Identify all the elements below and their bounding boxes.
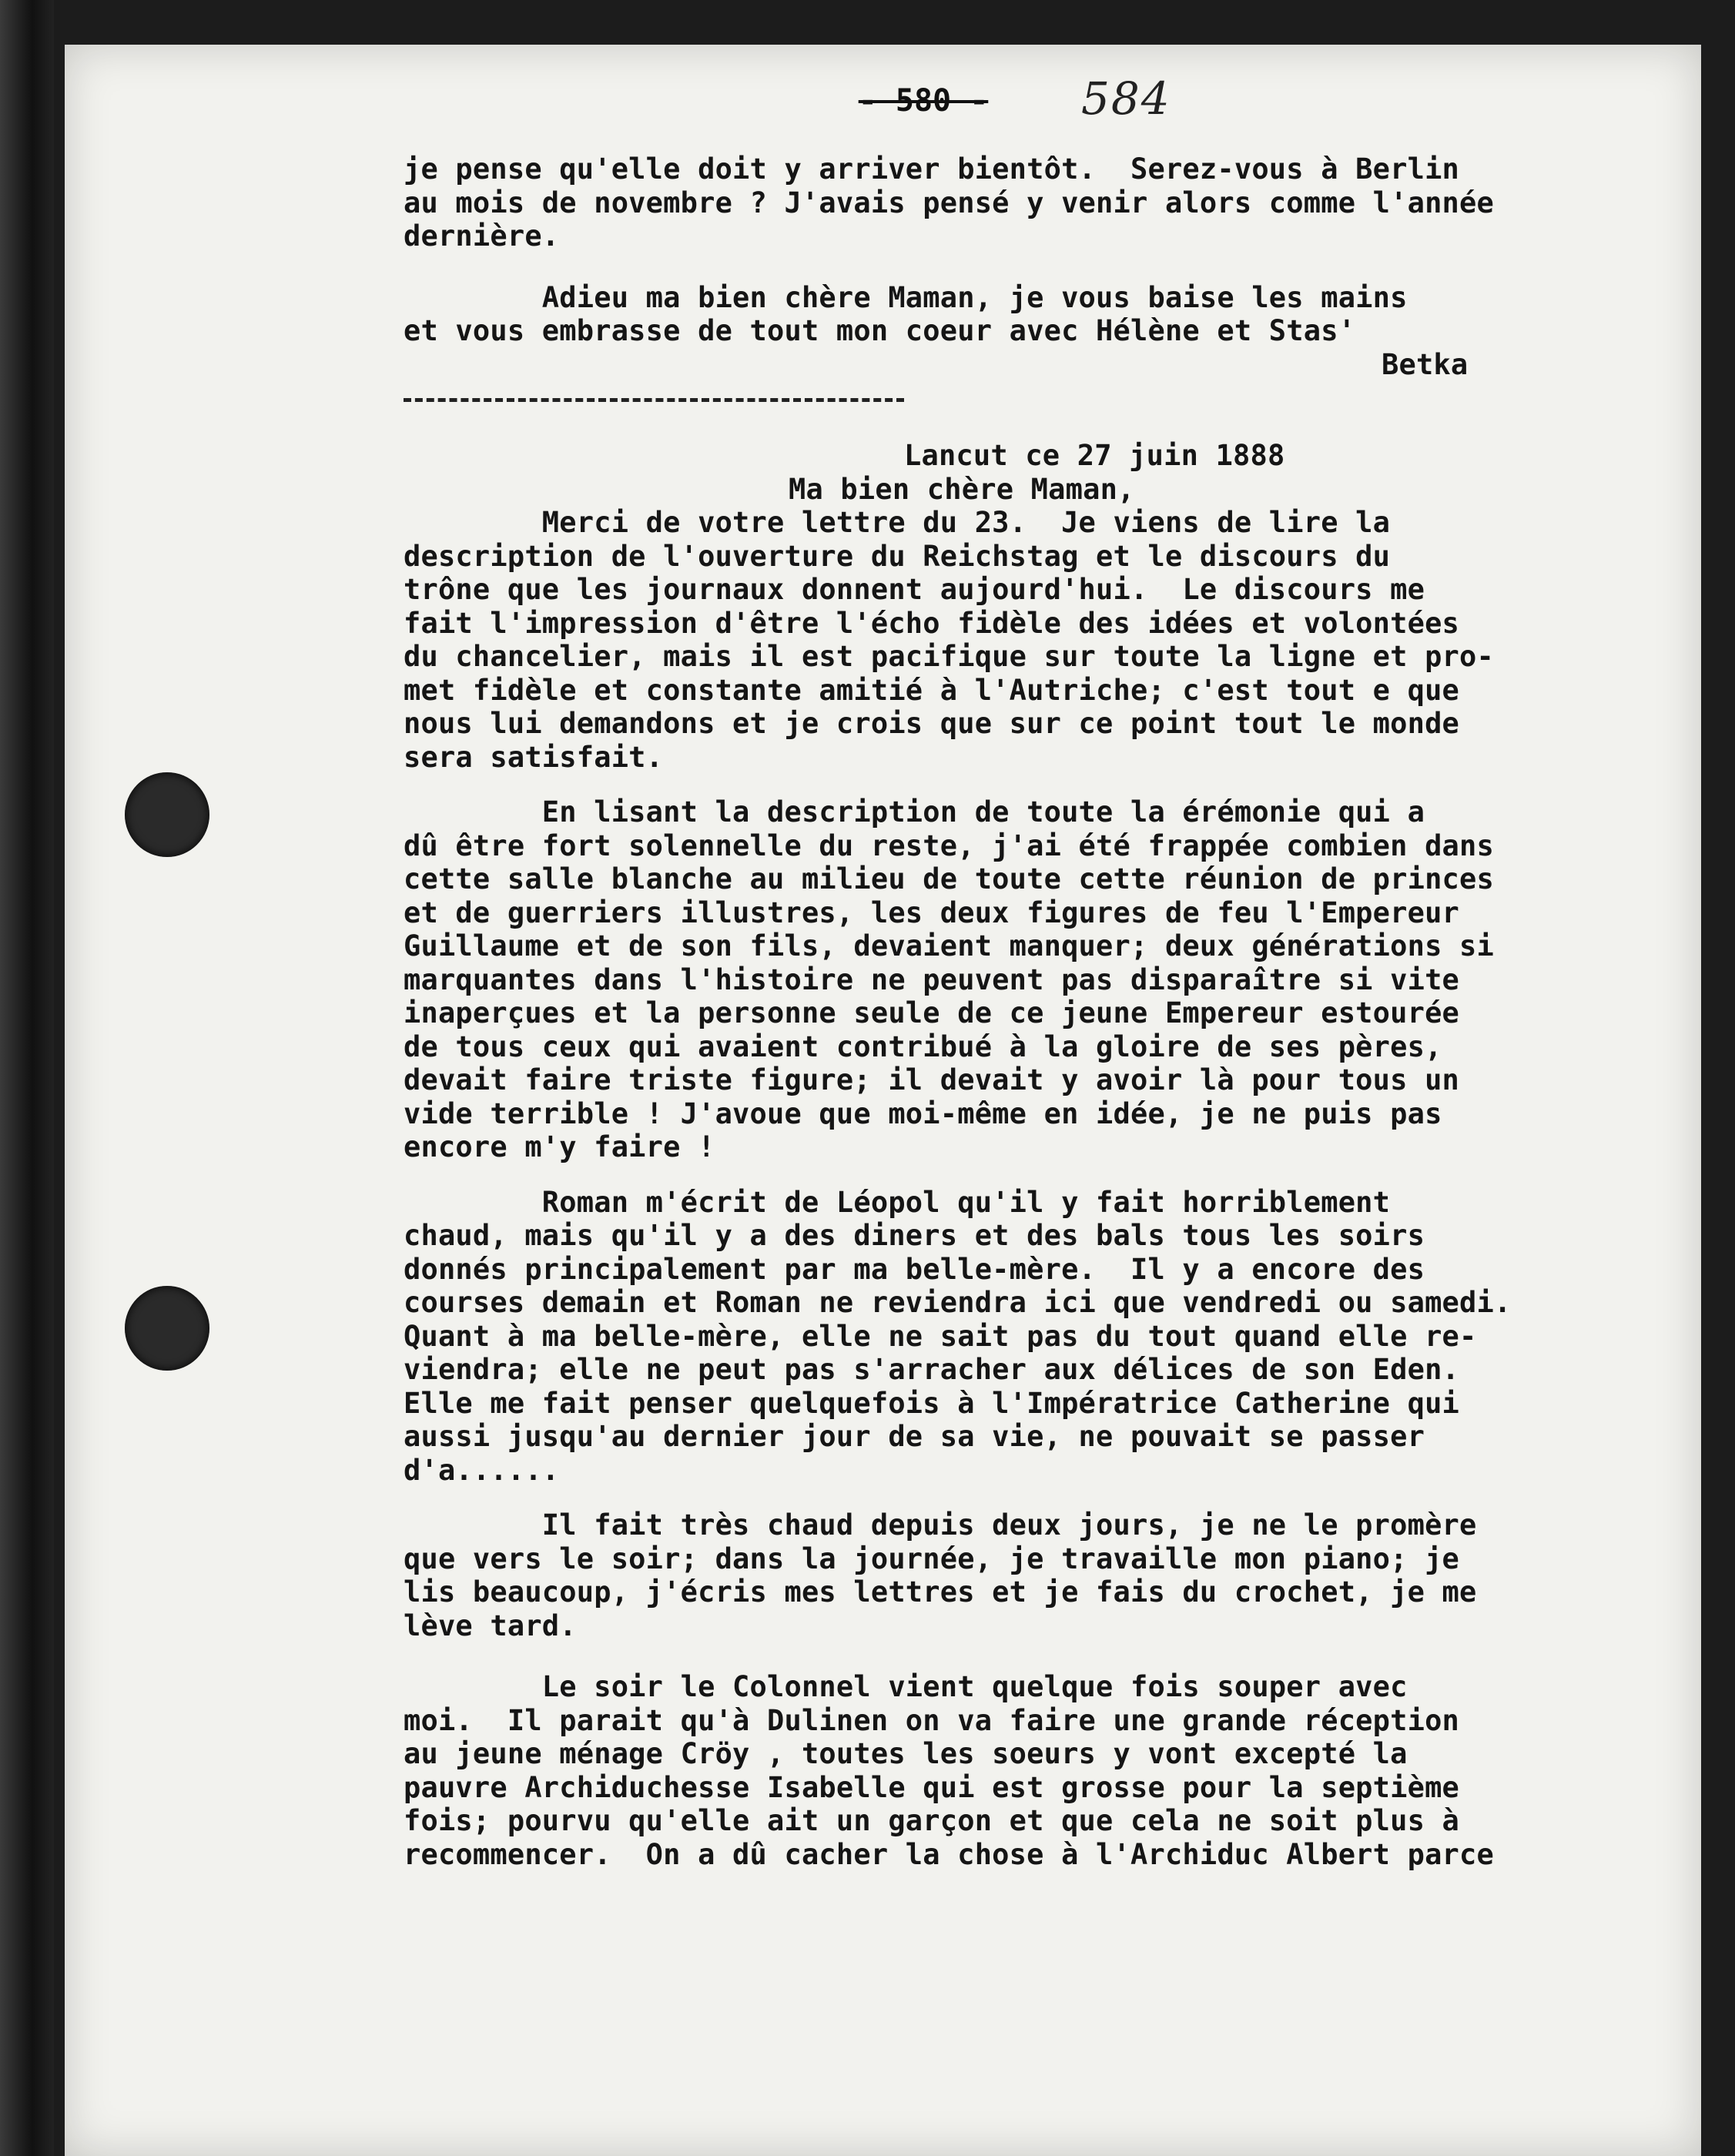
text-line: Quant à ma belle-mère, elle ne sait pas du tout quand elle re- [404,1319,1477,1353]
text-line: nous lui demandons et je crois que sur ce point tout le monde [404,707,1460,740]
text-line: devait faire triste figure; il devait y avoir là pour tous un [404,1063,1460,1096]
typed-page [65,45,1701,2156]
binder-strip [0,0,54,2156]
text-line: que vers le soir; dans la journée, je travaille mon piano; je [404,1542,1460,1575]
text-line: Adieu ma bien chère Maman, je vous baise les mains [404,280,1408,314]
text-line: marquantes dans l'histoire ne peuvent pas disparaître si vite [404,962,1460,996]
text-line: je pense qu'elle doit y arriver bientôt. Serez-vous à Berlin [404,152,1460,186]
text-line: Le soir le Colonnel vient quelque fois souper avec [404,1670,1408,1703]
text-line: dernière. [404,219,560,253]
text-line: met fidèle et constante amitié à l'Autriche; c'est tout e que [404,673,1460,707]
text-line: Merci de votre lettre du 23. Je viens de lire la [404,506,1391,539]
text-line: trône que les journaux donnent aujourd'hui. Le discours me [404,573,1425,606]
salutation: Ma bien chère Maman, [789,472,1135,506]
text-line: moi. Il parait qu'à Dulinen on va faire une grande réception [404,1703,1460,1737]
text-line: d'a...... [404,1453,560,1487]
text-line: cette salle blanche au milieu de toute cette réunion de princes [404,862,1494,896]
text-line: En lisant la description de toute la érémonie qui a [404,795,1425,829]
text-line: pauvre Archiduchesse Isabelle qui est grosse pour la septième [404,1770,1460,1804]
text-line: viendra; elle ne peut pas s'arracher aux délices de son Eden. [404,1353,1460,1386]
separator-rule [404,398,904,402]
text-line: Roman m'écrit de Léopol qu'il y fait horriblement [404,1185,1391,1219]
text-line: recommencer. On a dû cacher la chose à l'Archiduc Albert parce [404,1837,1494,1871]
text-line: au jeune ménage Cröy , toutes les soeurs y vont excepté la [404,1737,1408,1770]
text-line: sera satisfait. [404,740,664,774]
text-line: description de l'ouverture du Reichstag et le discours du [404,539,1391,573]
text-line: de tous ceux qui avaient contribué à la gloire de ses pères, [404,1029,1442,1063]
text-line: fois; pourvu qu'elle ait un garçon et que cela ne soit plus à [404,1804,1460,1837]
text-line: du chancelier, mais il est pacifique sur toute la ligne et pro- [404,640,1494,673]
text-line: lis beaucoup, j'écris mes lettres et je fais du crochet, je me [404,1575,1477,1609]
letter-text [404,152,1697,1871]
text-line: lève tard. [404,1609,577,1642]
signature: Betka [1382,347,1469,381]
text-line: vide terrible ! J'avoue que moi-même en idée, je ne puis pas [404,1096,1442,1130]
text-line: Elle me fait penser quelquefois à l'Impératrice Catherine qui [404,1386,1460,1420]
text-line: donnés principalement par ma belle-mère. Il y a encore des [404,1252,1425,1286]
paragraph-5 [404,1670,1697,1871]
text-line: Il fait très chaud depuis deux jours, je ne le promère [404,1508,1477,1542]
text-line: encore m'y faire ! [404,1130,715,1163]
punch-hole-top [125,772,209,857]
text-line: aussi jusqu'au dernier jour de sa vie, ne pouvait se passer [404,1420,1425,1453]
paragraph-2 [404,795,1697,1164]
text-line: chaud, mais qu'il y a des diners et des bals tous les soirs [404,1219,1425,1252]
dateline: Lancut ce 27 juin 1888 [904,439,1285,472]
page-number-typed-text: - 580 - [858,83,989,119]
text-line: au mois de novembre ? J'avais pensé y venir alors comme l'année [404,186,1494,219]
punch-hole-bottom [125,1286,209,1371]
page-number-handwritten: 584 [1081,72,1171,125]
paragraph-4 [404,1508,1697,1642]
paragraph-3 [404,1186,1697,1488]
text-line: et de guerriers illustres, les deux figures de feu l'Empereur [404,896,1460,929]
text-line: fait l'impression d'être l'écho fidèle des idées et volontées [404,606,1460,640]
text-line: inaperçues et la personne seule de ce jeune Empereur estourée [404,996,1460,1029]
text-line: et vous embrasse de tout mon coeur avec Hélène et Stas' [404,314,1356,347]
text-line: dû être fort solennelle du reste, j'ai été frappée combien dans [404,829,1494,862]
page-number-typed [827,83,1020,119]
text-line: courses demain et Roman ne reviendra ici que vendredi ou samedi. [404,1286,1512,1319]
text-line: Guillaume et de son fils, devaient manquer; deux générations si [404,929,1494,962]
paragraph-1 [404,506,1697,774]
